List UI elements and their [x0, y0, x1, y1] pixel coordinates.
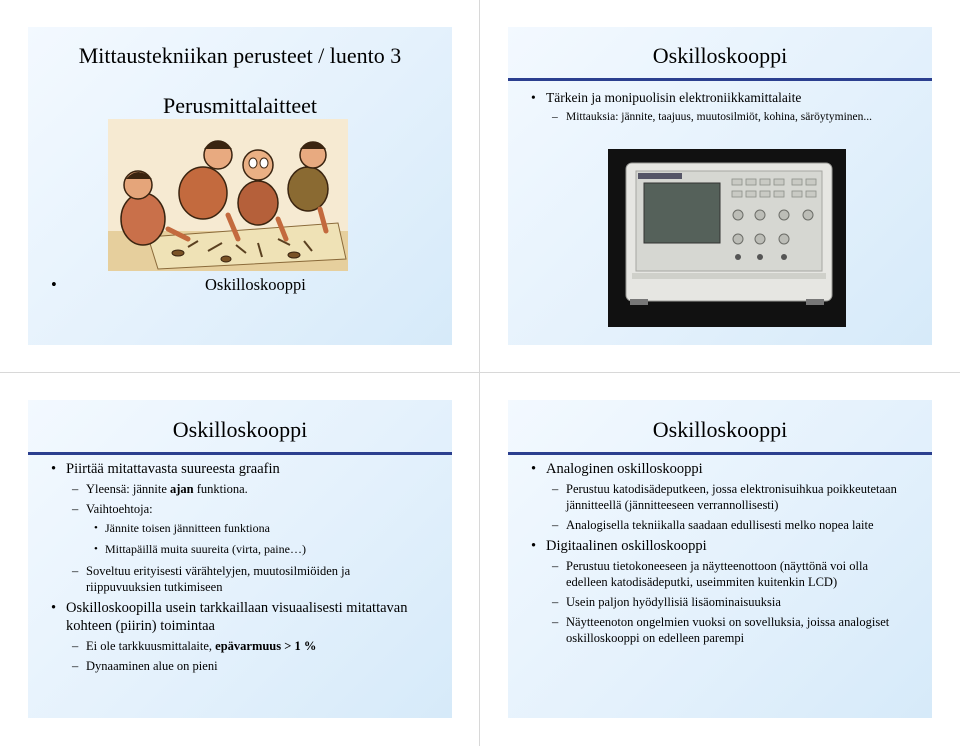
- list-item-text: Piirtää mitattavasta suureesta graafin: [66, 461, 280, 477]
- list-subitem: [28, 658, 452, 674]
- list-subitem: [508, 614, 932, 646]
- list-subitem: [508, 517, 932, 533]
- list-item: [28, 599, 452, 635]
- list-subitem: [28, 638, 452, 654]
- list-subitem-text: Soveltuu erityisesti värähtelyjen, muutosilmiöiden ja riippuvuuksien tutkimiseen: [86, 564, 351, 594]
- oscilloscope-photo-icon: [608, 149, 846, 327]
- list-subitem-text: Perustuu katodisädeputkeen, jossa elektronisuihkua poikkeutetaan jännitteellä (jännitteeseen verrannollisesti): [566, 482, 897, 512]
- title-rule: [28, 452, 452, 455]
- list-subsubitem: [28, 521, 452, 536]
- list-subsubitem: [28, 542, 452, 557]
- list-item: [508, 537, 932, 555]
- list-subitem: [28, 563, 452, 595]
- list-item-text: Oskilloskoopilla usein tarkkaillaan visuaalisesti mitattavan kohteen (piirin) toimintaa: [66, 600, 408, 634]
- list-subitem-text: Usein paljon hyödyllisiä lisäominaisuuksia: [566, 595, 781, 609]
- list-subitem-text: Analogisella tekniikalla saadaan edullisesti melko nopea laite: [566, 518, 874, 532]
- list-subitem: [508, 481, 932, 513]
- list-subitem-text: Näytteenoton ongelmien vuoksi on sovelluksia, joissa analogiset oskilloskooppi on edelleen parempi: [566, 615, 890, 645]
- list-item: [508, 460, 932, 478]
- list-subitem-text: Ei ole tarkkuusmittalaite,: [86, 639, 216, 653]
- list-item-text: Tärkein ja monipuolisin elektroniikkamittalaite: [546, 90, 802, 105]
- slide-title: Oskilloskooppi: [652, 43, 788, 68]
- list-subitem-text: Perustuu tietokoneeseen ja näytteenottoon (näyttönä voi olla edelleen katodisädeputki, useimmiten kuitenkin LCD): [566, 559, 869, 589]
- emphasis-text: epävarmuus > 1 %: [215, 639, 317, 653]
- list-item-text: Digitaalinen oskilloskooppi: [546, 538, 707, 554]
- list-subitem: [28, 481, 452, 497]
- page-divider-vertical: [479, 0, 480, 746]
- title-rule: [508, 78, 932, 81]
- list-subitem-text: Yleensä: jännite: [86, 482, 170, 496]
- list-item-text: Analoginen oskilloskooppi: [546, 461, 703, 477]
- list-subitem: [508, 110, 932, 125]
- list-subitem: [28, 501, 452, 517]
- list-subitem-text: funktiona.: [193, 482, 248, 496]
- list-subsubitem-text: Jännite toisen jännitteen funktiona: [105, 521, 270, 535]
- list-subsubitem-text: Mittapäillä muita suureita (virta, paine…): [105, 542, 306, 556]
- cavemen-cartoon-icon: [108, 119, 348, 271]
- slide-1: [28, 27, 452, 345]
- list-subitem: [508, 594, 932, 610]
- list-item: [28, 275, 452, 295]
- list-subitem-text: Dynaaminen alue on pieni: [86, 659, 218, 673]
- list-item: [508, 89, 932, 107]
- slide-subtitle: Perusmittalaitteet: [163, 93, 317, 118]
- page-divider-horizontal: [0, 372, 960, 373]
- slide-4: [508, 400, 932, 718]
- slide-3: [28, 400, 452, 718]
- slide-title: Mittaustekniikan perusteet / luento 3: [78, 43, 402, 68]
- list-item: [28, 460, 452, 478]
- list-item-text: Oskilloskooppi: [205, 275, 306, 294]
- emphasis-text: ajan: [170, 482, 194, 496]
- slide-2: [508, 27, 932, 345]
- slide-title: Oskilloskooppi: [172, 417, 308, 442]
- list-subitem-text: Vaihtoehtoja:: [86, 502, 153, 516]
- list-subitem: [508, 558, 932, 590]
- title-rule: [508, 452, 932, 455]
- list-subitem-text: Mittauksia: jännite, taajuus, muutosilmiöt, kohina, säröytyminen...: [566, 111, 872, 123]
- slide-title: Oskilloskooppi: [652, 417, 788, 442]
